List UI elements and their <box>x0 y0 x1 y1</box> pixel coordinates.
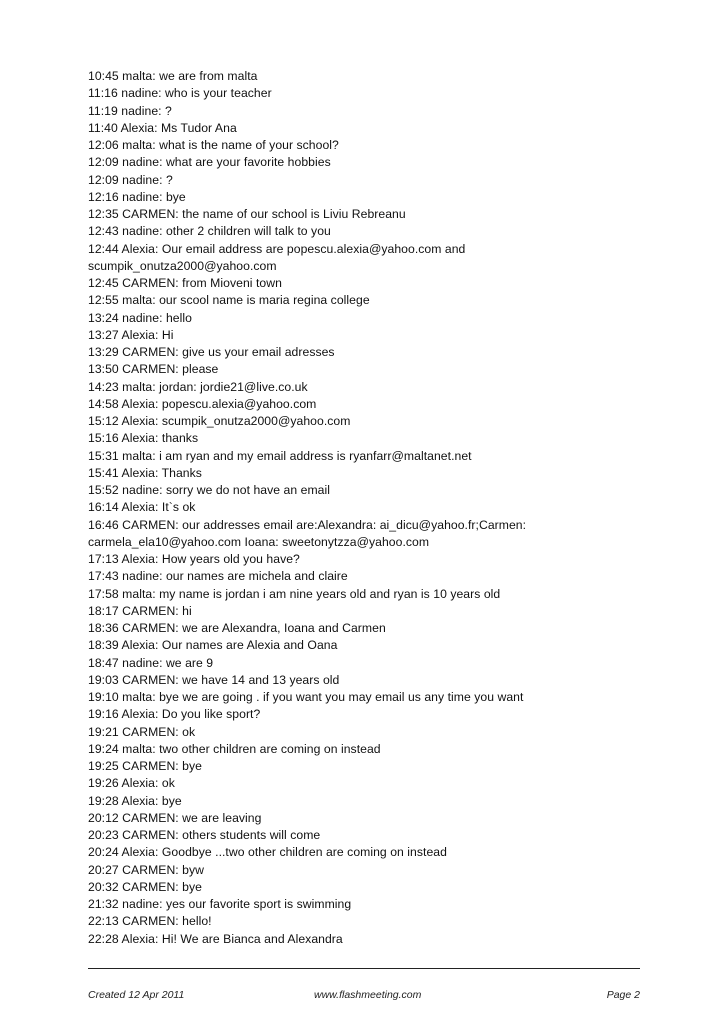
footer-created-date: Created 12 Apr 2011 <box>88 989 185 1001</box>
chat-line: 20:23 CARMEN: others students will come <box>88 828 321 842</box>
chat-line: 12:45 CARMEN: from Mioveni town <box>88 276 282 290</box>
chat-line: 19:24 malta: two other children are coming on instead <box>88 741 381 756</box>
chat-line: 14:23 malta: jordan: jordie21@live.co.uk <box>88 379 308 394</box>
page-footer <box>88 989 640 1005</box>
chat-line: 12:35 CARMEN: the name of our school is Liviu Rebreanu <box>88 207 406 221</box>
footer-page-number: Page 2 <box>606 989 640 1001</box>
chat-line: 15:41 Alexia: Thanks <box>88 465 202 480</box>
chat-line: scumpik_onutza2000@yahoo.com <box>88 258 277 273</box>
chat-line: 13:27 Alexia: Hi <box>88 327 174 342</box>
chat-line: carmela_ela10@yahoo.com Ioana: sweetonytzza@yahoo.com <box>88 534 430 549</box>
chat-line: 12:44 Alexia: Our email address are popescu.alexia@yahoo.com and <box>88 241 466 256</box>
chat-line: 20:27 CARMEN: byw <box>88 862 204 877</box>
chat-line: 15:52 nadine: sorry we do not have an email <box>88 483 330 497</box>
chat-line: 12:09 nadine: ? <box>88 172 173 187</box>
chat-line: 19:16 Alexia: Do you like sport? <box>88 707 261 722</box>
chat-line: 19:21 CARMEN: ok <box>88 724 196 739</box>
chat-line: 18:47 nadine: we are 9 <box>88 655 214 670</box>
chat-line: 13:29 CARMEN: give us your email adresses <box>88 345 335 359</box>
chat-line: 20:32 CARMEN: bye <box>88 879 202 894</box>
chat-line: 12:09 nadine: what are your favorite hobbies <box>88 155 331 170</box>
chat-line: 19:26 Alexia: ok <box>88 776 175 791</box>
chat-line: 21:32 nadine: yes our favorite sport is swimming <box>88 897 352 911</box>
chat-transcript <box>88 68 648 948</box>
chat-line: 13:24 nadine: hello <box>88 310 192 325</box>
chat-line: 17:13 Alexia: How years old you have? <box>88 552 300 566</box>
chat-line: 22:13 CARMEN: hello! <box>88 914 212 929</box>
chat-line: 14:58 Alexia: popescu.alexia@yahoo.com <box>88 396 317 411</box>
chat-line: 22:28 Alexia: Hi! We are Bianca and Alexandra <box>88 931 343 946</box>
footer-site-url: www.flashmeeting.com <box>314 989 422 1001</box>
chat-line: 15:12 Alexia: scumpik_onutza2000@yahoo.com <box>88 414 351 428</box>
chat-line: 19:10 malta: bye we are going . if you want you may email us any time you want <box>88 690 524 704</box>
chat-line: 18:36 CARMEN: we are Alexandra, Ioana and Carmen <box>88 621 386 635</box>
chat-line: 11:19 nadine: ? <box>88 103 172 118</box>
chat-line: 18:17 CARMEN: hi <box>88 603 192 618</box>
chat-line: 12:06 malta: what is the name of your school? <box>88 138 339 152</box>
chat-line: 10:45 malta: we are from malta <box>88 69 258 83</box>
chat-line: 18:39 Alexia: Our names are Alexia and Oana <box>88 638 338 653</box>
chat-line: 12:43 nadine: other 2 children will talk to you <box>88 224 331 239</box>
chat-line: 19:28 Alexia: bye <box>88 793 182 808</box>
chat-line: 19:25 CARMEN: bye <box>88 759 202 773</box>
chat-line: 15:31 malta: i am ryan and my email address is ryanfarr@maltanet.net <box>88 448 472 463</box>
footer-divider <box>88 968 640 969</box>
chat-line: 17:58 malta: my name is jordan i am nine years old and ryan is 10 years old <box>88 586 501 601</box>
chat-line: 16:46 CARMEN: our addresses email are:Alexandra: ai_dicu@yahoo.fr;Carmen: <box>88 517 527 532</box>
chat-line: 20:24 Alexia: Goodbye ...two other children are coming on instead <box>88 845 447 860</box>
chat-line: 13:50 CARMEN: please <box>88 362 219 377</box>
chat-line: 12:16 nadine: bye <box>88 189 186 204</box>
chat-line: 20:12 CARMEN: we are leaving <box>88 810 262 825</box>
chat-line: 15:16 Alexia: thanks <box>88 431 199 446</box>
chat-line: 19:03 CARMEN: we have 14 and 13 years old <box>88 672 340 687</box>
chat-line: 17:43 nadine: our names are michela and claire <box>88 569 348 584</box>
chat-line: 16:14 Alexia: It`s ok <box>88 500 196 515</box>
chat-line: 11:16 nadine: who is your teacher <box>88 86 272 101</box>
chat-line: 11:40 Alexia: Ms Tudor Ana <box>88 120 237 135</box>
chat-line: 12:55 malta: our scool name is maria regina college <box>88 293 370 308</box>
